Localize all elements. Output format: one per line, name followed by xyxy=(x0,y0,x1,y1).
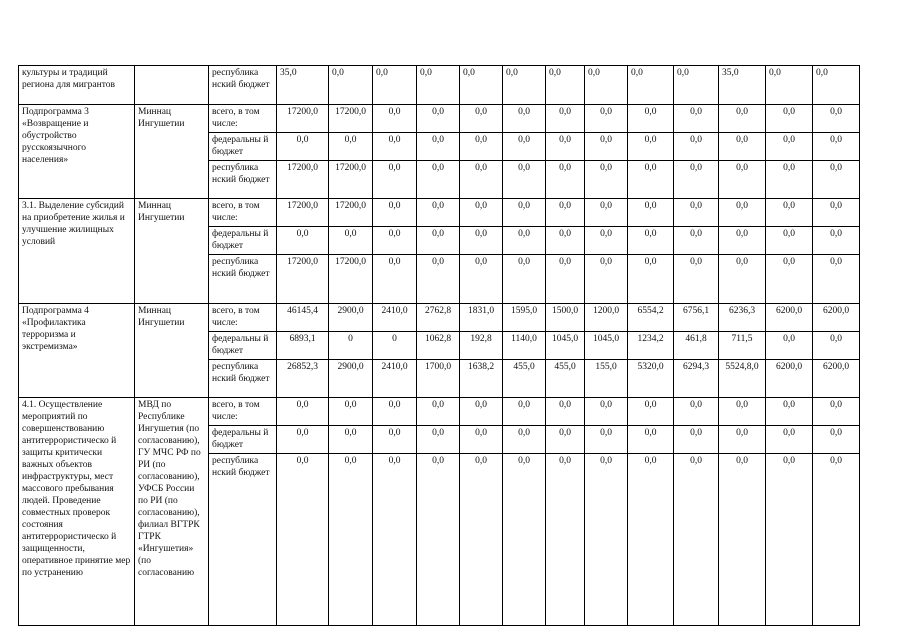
value-cell: 0,0 xyxy=(585,105,628,133)
value-cell: 0,0 xyxy=(628,161,674,199)
value-cell: 0,0 xyxy=(460,255,503,304)
value-cell: 0,0 xyxy=(628,105,674,133)
value-cell: 0,0 xyxy=(277,426,329,454)
value-cell: 0,0 xyxy=(719,255,766,304)
executor-cell: Миннац Ингушетии xyxy=(135,199,209,304)
value-cell: 0,0 xyxy=(460,454,503,626)
value-cell: 17200,0 xyxy=(277,255,329,304)
value-cell: 0,0 xyxy=(766,398,813,426)
value-cell: 0,0 xyxy=(460,426,503,454)
funding-source-cell: федеральны й бюджет xyxy=(209,426,277,454)
value-cell: 155,0 xyxy=(585,360,628,398)
table-row xyxy=(19,199,860,227)
value-cell: 0,0 xyxy=(417,66,460,105)
value-cell: 455,0 xyxy=(546,360,585,398)
value-cell: 17200,0 xyxy=(329,105,373,133)
value-cell: 6893,1 xyxy=(277,332,329,360)
value-cell: 0,0 xyxy=(813,133,860,161)
value-cell: 0,0 xyxy=(813,426,860,454)
value-cell: 0,0 xyxy=(766,332,813,360)
value-cell: 0,0 xyxy=(417,133,460,161)
value-cell: 192,8 xyxy=(460,332,503,360)
value-cell: 0,0 xyxy=(417,227,460,255)
executor-cell xyxy=(135,66,209,105)
value-cell: 0,0 xyxy=(813,255,860,304)
value-cell: 0,0 xyxy=(719,199,766,227)
value-cell: 17200,0 xyxy=(329,161,373,199)
value-cell: 6200,0 xyxy=(813,360,860,398)
value-cell: 0,0 xyxy=(546,105,585,133)
value-cell: 0,0 xyxy=(417,454,460,626)
value-cell: 0,0 xyxy=(546,133,585,161)
value-cell: 35,0 xyxy=(277,66,329,105)
value-cell: 711,5 xyxy=(719,332,766,360)
value-cell: 0,0 xyxy=(628,199,674,227)
table-row xyxy=(19,398,860,426)
value-cell: 0,0 xyxy=(628,454,674,626)
value-cell: 0,0 xyxy=(766,255,813,304)
value-cell: 0,0 xyxy=(585,398,628,426)
funding-source-cell: республика нский бюджет xyxy=(209,454,277,626)
value-cell: 0,0 xyxy=(373,227,417,255)
value-cell: 6756,1 xyxy=(674,304,719,332)
value-cell: 1062,8 xyxy=(417,332,460,360)
funding-source-cell: всего, в том числе: xyxy=(209,398,277,426)
funding-source-cell: республика нский бюджет xyxy=(209,360,277,398)
value-cell: 0,0 xyxy=(373,426,417,454)
value-cell: 0,0 xyxy=(813,454,860,626)
value-cell: 0,0 xyxy=(813,105,860,133)
value-cell: 0,0 xyxy=(460,398,503,426)
value-cell: 0,0 xyxy=(674,255,719,304)
value-cell: 0,0 xyxy=(503,133,546,161)
value-cell: 0,0 xyxy=(277,227,329,255)
value-cell: 0,0 xyxy=(329,66,373,105)
value-cell: 2900,0 xyxy=(329,360,373,398)
value-cell: 0,0 xyxy=(503,66,546,105)
value-cell: 0,0 xyxy=(719,426,766,454)
value-cell: 0,0 xyxy=(417,426,460,454)
value-cell: 0,0 xyxy=(503,199,546,227)
value-cell: 17200,0 xyxy=(277,161,329,199)
value-cell: 0,0 xyxy=(628,133,674,161)
value-cell: 6554,2 xyxy=(628,304,674,332)
value-cell: 0,0 xyxy=(585,227,628,255)
value-cell: 5320,0 xyxy=(628,360,674,398)
value-cell: 17200,0 xyxy=(329,255,373,304)
executor-cell: Миннац Ингушетии xyxy=(135,105,209,199)
value-cell: 0,0 xyxy=(674,199,719,227)
value-cell: 1700,0 xyxy=(417,360,460,398)
funding-source-cell: всего, в том числе: xyxy=(209,199,277,227)
value-cell: 0,0 xyxy=(585,199,628,227)
value-cell: 0,0 xyxy=(766,454,813,626)
table-row xyxy=(19,105,860,133)
value-cell: 0,0 xyxy=(766,161,813,199)
value-cell: 0,0 xyxy=(813,66,860,105)
value-cell: 0,0 xyxy=(719,454,766,626)
value-cell: 2762,8 xyxy=(417,304,460,332)
value-cell: 0,0 xyxy=(417,255,460,304)
value-cell: 1200,0 xyxy=(585,304,628,332)
value-cell: 0,0 xyxy=(460,161,503,199)
value-cell: 0,0 xyxy=(373,105,417,133)
value-cell: 0,0 xyxy=(628,255,674,304)
value-cell: 0,0 xyxy=(503,454,546,626)
value-cell: 0,0 xyxy=(813,227,860,255)
funding-source-cell: республика нский бюджет xyxy=(209,161,277,199)
value-cell: 0,0 xyxy=(277,454,329,626)
value-cell: 0,0 xyxy=(585,66,628,105)
value-cell: 0,0 xyxy=(766,227,813,255)
table-row xyxy=(19,304,860,332)
value-cell: 0,0 xyxy=(546,227,585,255)
value-cell: 0,0 xyxy=(585,454,628,626)
value-cell: 455,0 xyxy=(503,360,546,398)
value-cell: 26852,3 xyxy=(277,360,329,398)
value-cell: 0,0 xyxy=(813,161,860,199)
value-cell: 17200,0 xyxy=(277,105,329,133)
funding-source-cell: федеральны й бюджет xyxy=(209,227,277,255)
value-cell: 2410,0 xyxy=(373,360,417,398)
value-cell: 0,0 xyxy=(503,255,546,304)
value-cell: 6200,0 xyxy=(813,304,860,332)
value-cell: 0,0 xyxy=(674,66,719,105)
value-cell: 0 xyxy=(373,332,417,360)
value-cell: 46145,4 xyxy=(277,304,329,332)
value-cell: 0,0 xyxy=(674,133,719,161)
funding-source-cell: республика нский бюджет xyxy=(209,255,277,304)
value-cell: 0,0 xyxy=(813,398,860,426)
value-cell: 0,0 xyxy=(373,199,417,227)
value-cell: 0,0 xyxy=(674,227,719,255)
value-cell: 0,0 xyxy=(373,66,417,105)
value-cell: 0,0 xyxy=(585,255,628,304)
value-cell: 0,0 xyxy=(719,398,766,426)
value-cell: 0,0 xyxy=(546,454,585,626)
value-cell: 0,0 xyxy=(460,133,503,161)
value-cell: 0,0 xyxy=(503,227,546,255)
value-cell: 0,0 xyxy=(628,66,674,105)
value-cell: 0,0 xyxy=(628,398,674,426)
value-cell: 1595,0 xyxy=(503,304,546,332)
program-title-cell: 4.1. Осуществление мероприятий по совершенствованию антитеррористическо й защиты критически важных объектов инфраструктуры, мест массового пребывания людей. Проведение совместных проверок состояния антитеррористическо й защищенности, оперативное принятие мер по устранению xyxy=(19,398,135,626)
value-cell: 0,0 xyxy=(503,161,546,199)
value-cell: 0 xyxy=(329,332,373,360)
executor-cell: МВД по Республике Ингушетия (по согласованию), ГУ МЧС РФ по РИ (по согласованию), УФСБ России по РИ (по согласованию), филиал ВГТРК ГТРК «Ингушетия» (по согласованию xyxy=(135,398,209,626)
table-row xyxy=(19,66,860,105)
value-cell: 0,0 xyxy=(277,133,329,161)
value-cell: 0,0 xyxy=(460,105,503,133)
value-cell: 0,0 xyxy=(628,426,674,454)
value-cell: 0,0 xyxy=(503,398,546,426)
budget-table xyxy=(18,65,860,626)
value-cell: 0,0 xyxy=(329,227,373,255)
funding-source-cell: федеральны й бюджет xyxy=(209,332,277,360)
value-cell: 0,0 xyxy=(674,426,719,454)
program-title-cell: 3.1. Выделение субсидий на приобретение жилья и улучшение жилищных условий xyxy=(19,199,135,304)
funding-source-cell: всего, в том числе: xyxy=(209,304,277,332)
value-cell: 0,0 xyxy=(546,161,585,199)
value-cell: 0,0 xyxy=(585,426,628,454)
value-cell: 0,0 xyxy=(329,133,373,161)
value-cell: 0,0 xyxy=(329,454,373,626)
funding-source-cell: федеральны й бюджет xyxy=(209,133,277,161)
value-cell: 0,0 xyxy=(813,332,860,360)
value-cell: 0,0 xyxy=(546,199,585,227)
value-cell: 0,0 xyxy=(460,199,503,227)
program-title-cell: культуры и традиций региона для мигрантов xyxy=(19,66,135,105)
value-cell: 0,0 xyxy=(546,398,585,426)
value-cell: 0,0 xyxy=(766,133,813,161)
value-cell: 0,0 xyxy=(585,161,628,199)
value-cell: 0,0 xyxy=(460,66,503,105)
value-cell: 1500,0 xyxy=(546,304,585,332)
value-cell: 1045,0 xyxy=(585,332,628,360)
value-cell: 0,0 xyxy=(373,398,417,426)
value-cell: 0,0 xyxy=(766,426,813,454)
value-cell: 461,8 xyxy=(674,332,719,360)
value-cell: 35,0 xyxy=(719,66,766,105)
value-cell: 0,0 xyxy=(417,105,460,133)
value-cell: 0,0 xyxy=(417,161,460,199)
value-cell: 0,0 xyxy=(674,105,719,133)
value-cell: 1638,2 xyxy=(460,360,503,398)
value-cell: 0,0 xyxy=(503,105,546,133)
value-cell: 0,0 xyxy=(546,426,585,454)
value-cell: 1831,0 xyxy=(460,304,503,332)
value-cell: 0,0 xyxy=(417,398,460,426)
value-cell: 1140,0 xyxy=(503,332,546,360)
value-cell: 1045,0 xyxy=(546,332,585,360)
value-cell: 0,0 xyxy=(329,398,373,426)
value-cell: 0,0 xyxy=(813,199,860,227)
value-cell: 0,0 xyxy=(674,454,719,626)
value-cell: 6236,3 xyxy=(719,304,766,332)
value-cell: 0,0 xyxy=(766,105,813,133)
value-cell: 17200,0 xyxy=(329,199,373,227)
value-cell: 0,0 xyxy=(373,255,417,304)
executor-cell: Миннац Ингушетии xyxy=(135,304,209,398)
value-cell: 2900,0 xyxy=(329,304,373,332)
funding-source-cell: всего, в том числе: xyxy=(209,105,277,133)
value-cell: 0,0 xyxy=(766,66,813,105)
value-cell: 0,0 xyxy=(546,66,585,105)
value-cell: 0,0 xyxy=(417,199,460,227)
value-cell: 0,0 xyxy=(719,161,766,199)
value-cell: 0,0 xyxy=(503,426,546,454)
value-cell: 0,0 xyxy=(719,105,766,133)
program-title-cell: Подпрограмма 3 «Возвращение и обустройство русскоязычного населения» xyxy=(19,105,135,199)
value-cell: 0,0 xyxy=(766,199,813,227)
value-cell: 0,0 xyxy=(719,133,766,161)
funding-source-cell: республика нский бюджет xyxy=(209,66,277,105)
value-cell: 17200,0 xyxy=(277,199,329,227)
value-cell: 0,0 xyxy=(719,227,766,255)
value-cell: 0,0 xyxy=(546,255,585,304)
value-cell: 6200,0 xyxy=(766,360,813,398)
value-cell: 0,0 xyxy=(628,227,674,255)
value-cell: 5524,8,0 xyxy=(719,360,766,398)
value-cell: 0,0 xyxy=(329,426,373,454)
value-cell: 0,0 xyxy=(674,161,719,199)
value-cell: 6200,0 xyxy=(766,304,813,332)
value-cell: 0,0 xyxy=(373,454,417,626)
value-cell: 0,0 xyxy=(373,133,417,161)
value-cell: 2410,0 xyxy=(373,304,417,332)
value-cell: 0,0 xyxy=(585,133,628,161)
value-cell: 0,0 xyxy=(277,398,329,426)
value-cell: 1234,2 xyxy=(628,332,674,360)
value-cell: 0,0 xyxy=(460,227,503,255)
program-title-cell: Подпрограмма 4 «Профилактика терроризма и экстремизма» xyxy=(19,304,135,398)
value-cell: 6294,3 xyxy=(674,360,719,398)
value-cell: 0,0 xyxy=(674,398,719,426)
value-cell: 0,0 xyxy=(373,161,417,199)
